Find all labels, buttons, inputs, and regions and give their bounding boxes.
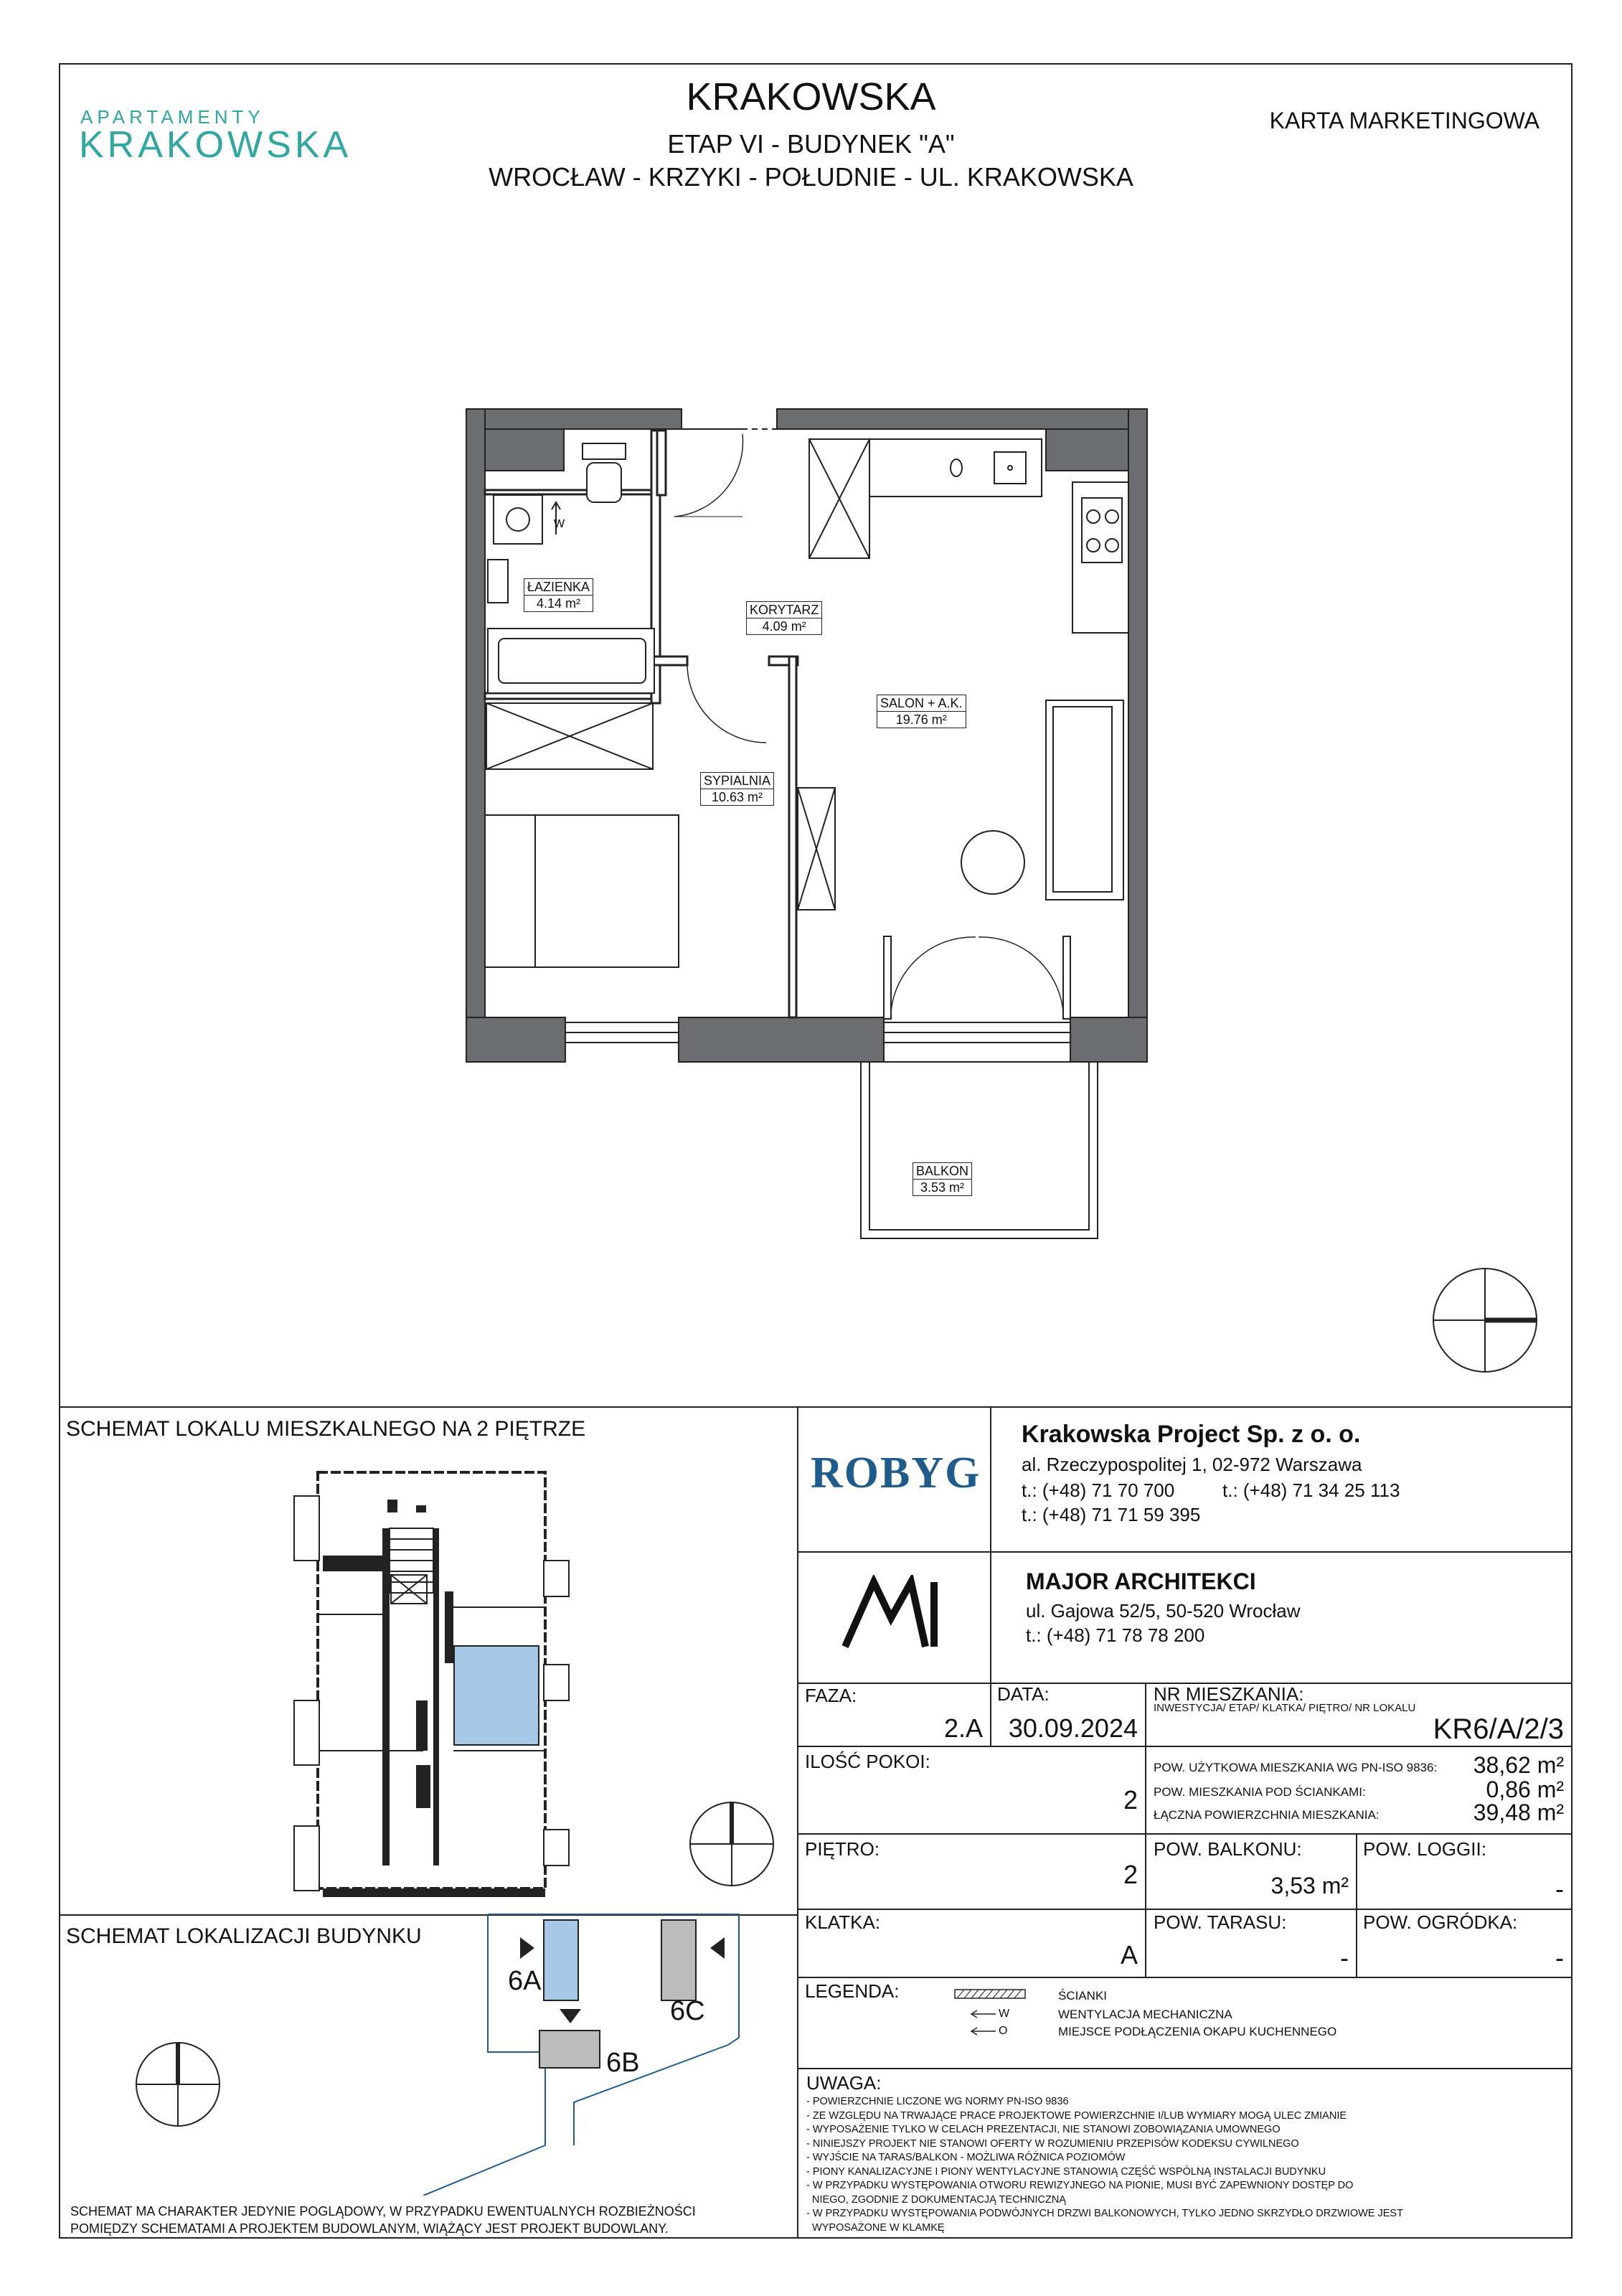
note-item: - WYJŚCIE NA TARAS/BALKON - MOŻLIWA RÓŻNICA POZIOMÓW [806, 2152, 1126, 2163]
taras-label: POW. TARASU: [1154, 1911, 1287, 1933]
note-item: - PIONY KANALIZACYJNE I PIONY WENTYLACYJNE STANOWIĄ CZĘŚĆ WSPÓLNĄ INSTALACJI BUDYNKU [806, 2165, 1326, 2178]
area2-value: 0,86 m² [1486, 1777, 1564, 1802]
divider [797, 1909, 1573, 1910]
wall-segment [466, 1017, 565, 1062]
column [485, 429, 564, 471]
nr-sublabel: INWESTYCJA/ ETAP/ KLATKA/ PIĘTRO/ NR LOKALU [1154, 1702, 1416, 1714]
logo-line2: KRAKOWSKA [79, 124, 352, 166]
balkon-label: POW. BALKONU: [1154, 1838, 1302, 1860]
wall-segment [466, 409, 485, 1062]
legend-item-hood: MIEJSCE PODŁĄCZENIA OKAPU KUCHENNEGO [1058, 2025, 1337, 2038]
nr-value: KR6/A/2/3 [1433, 1713, 1564, 1745]
disclaimer-line-1: SCHEMAT MA CHARAKTER JEDYNIE POGLĄDOWY, W PRZYPADKU EWENTUALNYCH ROZBIEŻNOŚCI [70, 2204, 696, 2219]
page-subtitle-1: ETAP VI - BUDYNEK "A" [667, 129, 955, 159]
robyg-logo: ROBYG [811, 1449, 981, 1497]
divider [990, 1406, 991, 1683]
klatka-label: KLATKA: [805, 1911, 881, 1933]
architect-address: ul. Gajowa 52/5, 50-520 Wrocław [1026, 1600, 1301, 1622]
page-title: KRAKOWSKA [686, 75, 936, 118]
data-value: 30.09.2024 [1008, 1713, 1138, 1743]
loggia-value: - [1555, 1874, 1564, 1904]
room-label-balcony: BALKON 3.53 m² [913, 1162, 972, 1196]
faza-label: FAZA: [805, 1685, 857, 1706]
wall-segment [679, 1017, 884, 1062]
building-label-6c: 6C [670, 1996, 705, 2026]
area1-value: 38,62 m² [1473, 1752, 1564, 1778]
architect-logo-icon [839, 1575, 947, 1654]
taras-value: - [1340, 1943, 1349, 1972]
notes-title: UWAGA: [806, 2072, 882, 2094]
divider [990, 1683, 991, 1746]
pietro-value: 2 [1123, 1860, 1138, 1889]
room-label-corridor: KORYTARZ 4.09 m² [746, 601, 822, 635]
wall-hatch-icon [954, 1989, 1026, 1999]
wall-segment [777, 409, 1147, 429]
developer-address: al. Rzeczypospolitej 1, 02-972 Warszawa [1022, 1454, 1362, 1475]
data-label: DATA: [997, 1683, 1050, 1705]
divider [797, 1977, 1573, 1978]
page-subtitle-2: WROCŁAW - KRZYKI - POŁUDNIE - UL. KRAKOWSKA [489, 162, 1133, 192]
wall-segment [466, 409, 682, 429]
note-item: - WYPOSAŻENIE TYLKO W CELACH PREZENTACJI, NIE STANOWI ZOBOWIĄZANIA UMOWNEGO [806, 2124, 1281, 2135]
wall-segment [1128, 409, 1147, 1062]
card-type: KARTA MARKETINGOWA [1269, 108, 1540, 133]
logo-line1: APARTAMENTY [80, 106, 265, 128]
divider [797, 2068, 1573, 2069]
building-label-6a: 6A [508, 1966, 542, 1996]
floor-schema-title: SCHEMAT LOKALU MIESZKALNEGO NA 2 PIĘTRZE [66, 1417, 586, 1441]
note-item: - W PRZYPADKU WYSTĘPOWANIA OTWORU REWIZYJNEGO NA PIONIE, MUSI BYĆ ZAPEWNIONY DOSTĘP DO [806, 2180, 1354, 2191]
divider [797, 1406, 798, 2239]
nr-label: NR MIESZKANIA: [1154, 1683, 1304, 1705]
pokoi-label: ILOŚĆ POKOI: [805, 1751, 930, 1772]
legend-symbol-o: O [999, 2025, 1008, 2037]
loggia-label: POW. LOGGII: [1363, 1838, 1486, 1860]
note-item: WYPOSAŻONE W KLAMKĘ [806, 2221, 945, 2234]
balkon-value: 3,53 m² [1270, 1873, 1349, 1899]
room-label-bedroom: SYPIALNIA 10.63 m² [700, 772, 774, 806]
location-schema-title: SCHEMAT LOKALIZACJI BUDYNKU [66, 1924, 422, 1948]
area3-value: 39,48 m² [1473, 1799, 1564, 1825]
developer-phone-2: t.: (+48) 71 34 25 113 [1222, 1479, 1400, 1501]
pokoi-value: 2 [1123, 1785, 1138, 1815]
location-schema-diagram [423, 1909, 760, 2196]
room-label-living: SALON + A.K. 19.76 m² [877, 695, 966, 728]
compass-icon [1428, 1263, 1542, 1378]
legend-item-ventilation: WENTYLACJA MECHANICZNA [1058, 2008, 1232, 2021]
ventilation-mark: W [554, 518, 565, 530]
legend-title: LEGENDA: [805, 1980, 900, 2002]
klatka-value: A [1120, 1940, 1138, 1970]
note-item: - POWIERZCHNIE LICZONE WG NORMY PN-ISO 9836 [806, 2096, 1069, 2107]
note-item: - W PRZYPADKU WYSTĘPOWANIA PODWÓJNYCH DRZWI BALKONOWYCH, TYLKO JEDNO SKRZYDŁO DRZWIOWE JEST [806, 2208, 1403, 2219]
hood-arrow-icon [968, 2026, 997, 2036]
divider [1356, 1833, 1357, 1977]
pietro-label: PIĘTRO: [805, 1838, 880, 1860]
area2-label: POW. MIESZKANIA POD ŚCIANKAMI: [1154, 1785, 1366, 1799]
divider [1145, 1683, 1146, 1977]
ogrodek-value: - [1555, 1943, 1564, 1972]
disclaimer-line-2: POMIĘDZY SCHEMATAMI A PROJEKTEM BUDOWLANYM, WIĄŻĄCY JEST PROJEKT BUDOWLANY. [70, 2221, 669, 2236]
ogrodek-label: POW. OGRÓDKA: [1363, 1911, 1518, 1933]
floor-schema-diagram [287, 1464, 588, 1901]
divider [797, 1833, 1573, 1835]
notes-list [806, 2095, 1403, 2235]
legend-item-walls: ŚCIANKI [1058, 1989, 1108, 2003]
compass-icon [685, 1797, 778, 1891]
divider [59, 1406, 1573, 1408]
architect-phone: t.: (+48) 71 78 78 200 [1026, 1624, 1205, 1646]
faza-value: 2.A [943, 1713, 983, 1743]
divider [797, 1746, 1573, 1747]
developer-phone-1: t.: (+48) 71 70 700 [1022, 1479, 1175, 1501]
building-label-6b: 6B [606, 2048, 640, 2078]
legend-symbol-w: W [999, 2008, 1010, 2020]
developer-name: Krakowska Project Sp. z o. o. [1022, 1421, 1361, 1448]
divider [797, 1551, 1573, 1553]
compass-icon [131, 2038, 225, 2131]
column [1046, 429, 1128, 471]
note-item: NIEGO, ZGODNIE Z DOKUMENTACJĄ TECHNICZNĄ [806, 2193, 1066, 2206]
apartment-floor-plan [430, 387, 1191, 1263]
room-label-bathroom: ŁAZIENKA 4.14 m² [524, 578, 593, 612]
architect-name: MAJOR ARCHITEKCI [1026, 1568, 1256, 1594]
wall-segment [1070, 1017, 1147, 1062]
note-item: - ZE WZGLĘDU NA TRWAJĄCE PRACE PROJEKTOWE POWIERZCHNIE I/LUB WYMIARY MOGĄ ULEC ZMIANIE [806, 2109, 1347, 2122]
area3-label: ŁĄCZNA POWIERZCHNIA MIESZKANIA: [1154, 1808, 1380, 1822]
ventilation-arrow-icon [968, 2009, 997, 2019]
developer-phone-3: t.: (+48) 71 71 59 395 [1022, 1504, 1201, 1525]
note-item: - NINIEJSZY PROJEKT NIE STANOWI OFERTY W ROZUMIENIU PRZEPISÓW KODEKSU CYWILNEGO [806, 2137, 1299, 2150]
area1-label: POW. UŻYTKOWA MIESZKANIA WG PN-ISO 9836: [1154, 1761, 1438, 1774]
